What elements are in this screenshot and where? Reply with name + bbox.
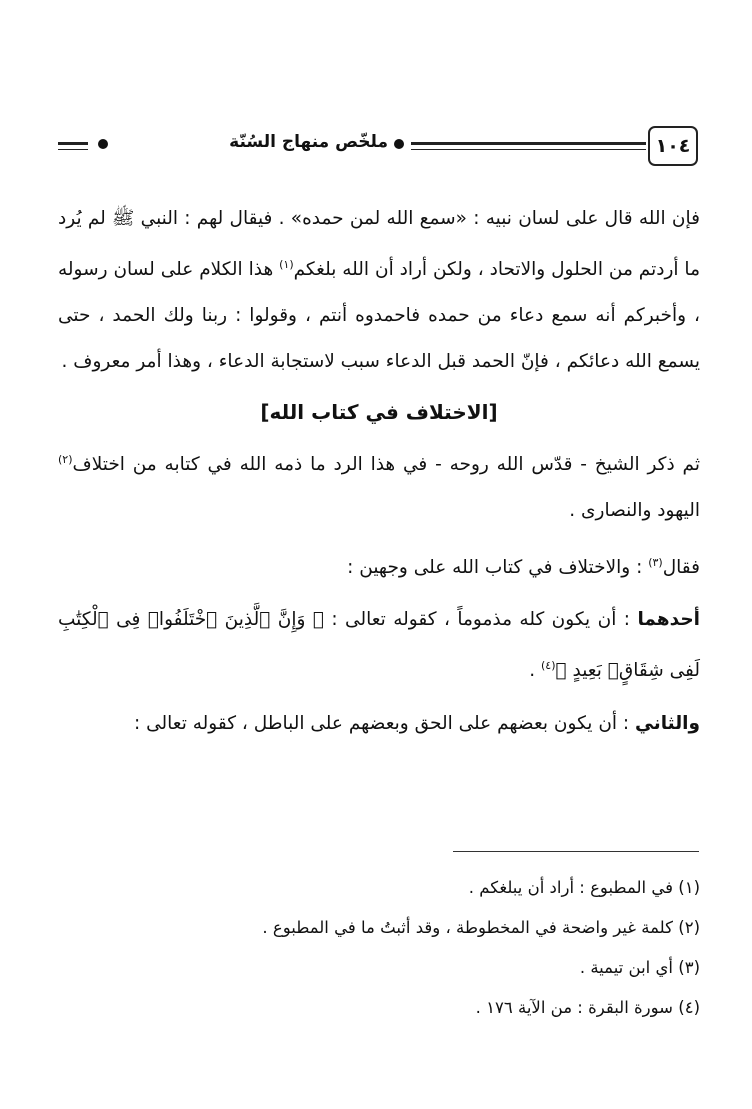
- paragraph-5-text: : أن يكون بعضهم على الحق وبعضهم على الباطل ، كقوله تعالى :: [133, 712, 636, 734]
- paragraph-3-end: : والاختلاف في كتاب الله على وجهين :: [347, 557, 649, 579]
- paragraph-5: [58, 701, 700, 747]
- paragraph-1-end: هذا الكلام على لسان رسوله ، وأخبركم أنه سمع دعاء من حمده فاحمدوه أنتم ، وقولوا : ربنا ولك الحمد ، حتى يسمع الله دعائكم ، فإنّ الحمد قبل الدعاء سبب لاستجابة الدعاء ، وهذا أمر معروف .: [58, 259, 700, 373]
- paragraph-1: [58, 196, 700, 385]
- footnote-divider: [453, 851, 699, 852]
- main-text: [58, 196, 700, 747]
- section-heading: [الاختلاف في كتاب الله]: [260, 400, 498, 425]
- header-rule-left: [58, 142, 88, 150]
- paragraph-4-lead: أحدهما: [637, 609, 700, 631]
- footnote-ref-2: (٢): [58, 453, 73, 467]
- paragraph-2: [58, 437, 700, 534]
- footnote-3: (٣) أي ابن تيمية .: [579, 958, 700, 977]
- paragraph-4: [58, 597, 700, 694]
- footnote-1: (١) في المطبوع : أراد أن يبلغكم .: [468, 878, 700, 897]
- header-dot-left: [98, 139, 108, 149]
- header-dot-right: [394, 139, 404, 149]
- footnote-ref-4: (٤): [541, 659, 556, 673]
- paragraph-4-end: .: [529, 660, 541, 682]
- footnote-2: (٢) كلمة غير واضحة في المخطوطة ، وقد أثبتُ ما في المطبوع .: [262, 918, 700, 937]
- paragraph-2-end: اليهود والنصارى .: [569, 500, 700, 522]
- running-title: ملخّص منهاج السُنّة: [229, 132, 388, 152]
- paragraph-4-text: : أن يكون كله مذموماً ، كقوله تعالى : ﴿ وَإِنَّ ٱلَّذِينَ ٱخْتَلَفُوا۟ فِى ٱلْكِتَٰبِ لَفِى شِقَاقٍۭ بَعِيدٍ ﴾: [58, 609, 700, 682]
- running-header: [58, 126, 698, 166]
- paragraph-2-text: ثم ذكر الشيخ - قدّس الله روحه - في هذا الرد ما ذمه الله في كتابه من اختلاف: [72, 454, 700, 476]
- paragraph-5-lead: والثاني: [635, 712, 700, 734]
- footnote-4: (٤) سورة البقرة : من الآية ١٧٦ .: [475, 998, 700, 1017]
- paragraph-1-text: فإن الله قال على لسان نبيه : «سمع الله لمن حمده» . فيقال لهم : النبي ﷺ لم يُرد ما أردتم من الحلول والاتحاد ، ولكن أراد أن الله بلغكم: [58, 208, 700, 281]
- footnotes: [58, 868, 700, 1028]
- paragraph-3: [58, 540, 700, 591]
- paragraph-3-text: فقال: [662, 557, 700, 579]
- footnote-ref-3: (٣): [648, 556, 663, 570]
- header-rule-right: [411, 142, 646, 150]
- page-number: ١٠٤: [648, 126, 698, 166]
- footnote-ref-1: (١): [279, 258, 294, 271]
